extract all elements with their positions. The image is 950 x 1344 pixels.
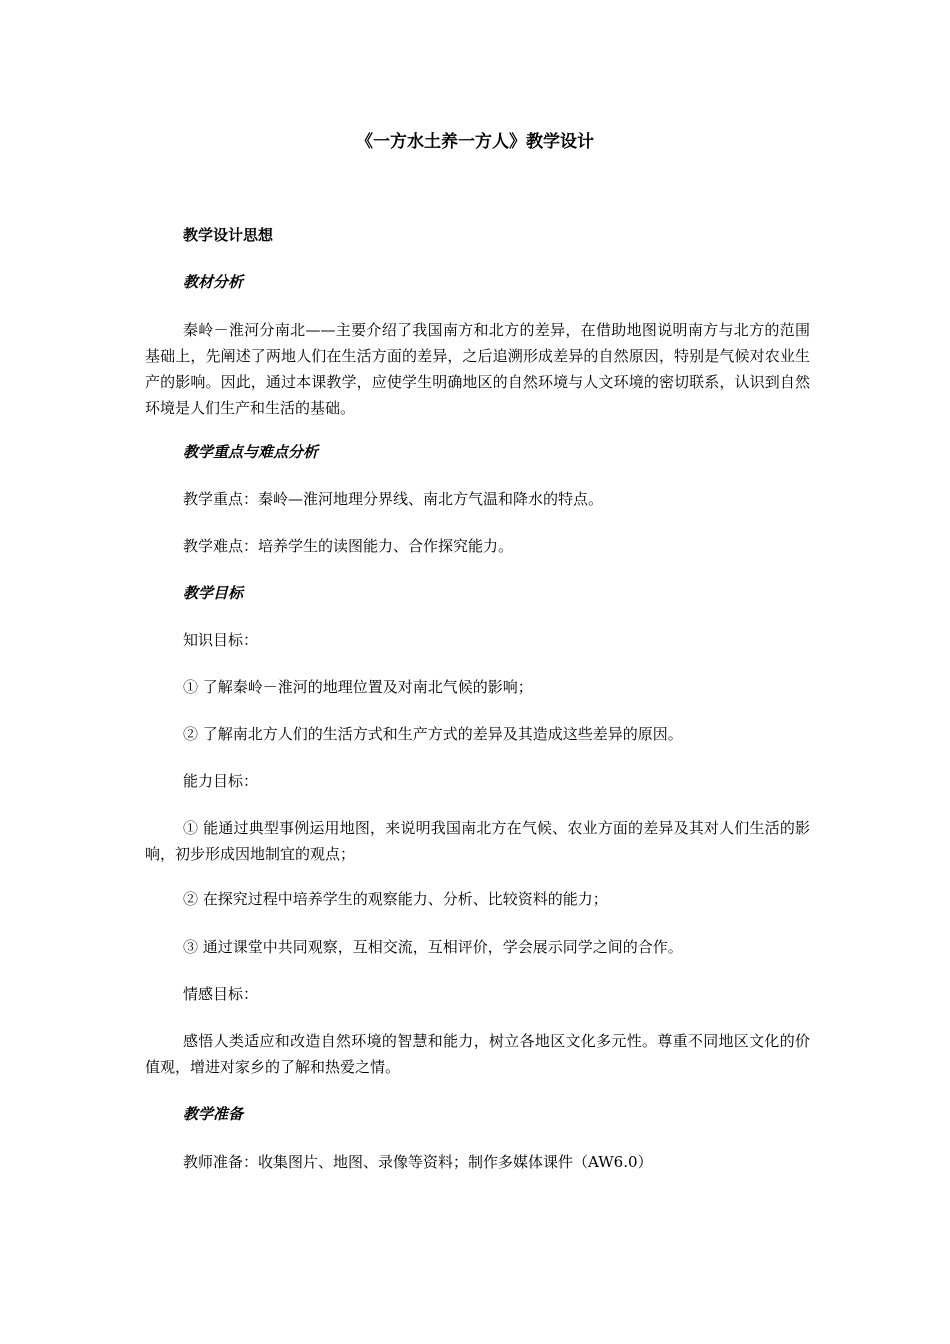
heading-material-analysis: 教材分析	[183, 273, 244, 291]
ability-item-1: ① 能通过典型事例运用地图，来说明我国南北方在气候、农业方面的差异及其对人们生活的影响，初步形成因地制宜的观点；	[145, 819, 810, 863]
ability-label: 能力目标：	[183, 772, 259, 790]
teacher-preparation: 教师准备：收集图片、地图、录像等资料；制作多媒体课件（AW6.0）	[183, 1153, 653, 1171]
emotion-label: 情感目标：	[183, 985, 259, 1003]
emotion-text: 感悟人类适应和改造自然环境的智慧和能力，树立各地区文化多元性。尊重不同地区文化的价值观，增进对家乡的了解和热爱之情。	[145, 1032, 810, 1076]
heading-preparation: 教学准备	[183, 1105, 244, 1123]
heading-key-points: 教学重点与难点分析	[183, 443, 319, 461]
document-title: 《一方水土养一方人》教学设计	[356, 132, 594, 152]
ability-item-3: ③ 通过课堂中共同观察，互相交流，互相评价，学会展示同学之间的合作。	[183, 938, 683, 956]
heading-objectives: 教学目标	[183, 584, 244, 602]
teaching-focus: 教学重点：秦岭—淮河地理分界线、南北方气温和降水的特点。	[183, 490, 604, 508]
heading-design-thought: 教学设计思想	[183, 226, 274, 244]
knowledge-label: 知识目标：	[183, 631, 259, 649]
knowledge-item-1: ① 了解秦岭－淮河的地理位置及对南北气候的影响；	[183, 678, 533, 696]
knowledge-item-2: ② 了解南北方人们的生活方式和生产方式的差异及其造成这些差异的原因。	[183, 725, 683, 743]
material-analysis-text: 秦岭－淮河分南北——主要介绍了我国南方和北方的差异，在借助地图说明南方与北方的范围基础上，先阐述了两地人们在生活方面的差异，之后追溯形成差异的自然原因，特别是气候对农业生产的影响。因此，通过本课教学，应使学生明确地区的自然环境与人文环境的密切联系，认识到自然环境是人们生产和生活的基础。	[145, 321, 810, 417]
ability-item-2: ② 在探究过程中培养学生的观察能力、分析、比较资料的能力；	[183, 890, 608, 908]
teaching-difficulty: 教学难点：培养学生的读图能力、合作探究能力。	[183, 537, 514, 555]
